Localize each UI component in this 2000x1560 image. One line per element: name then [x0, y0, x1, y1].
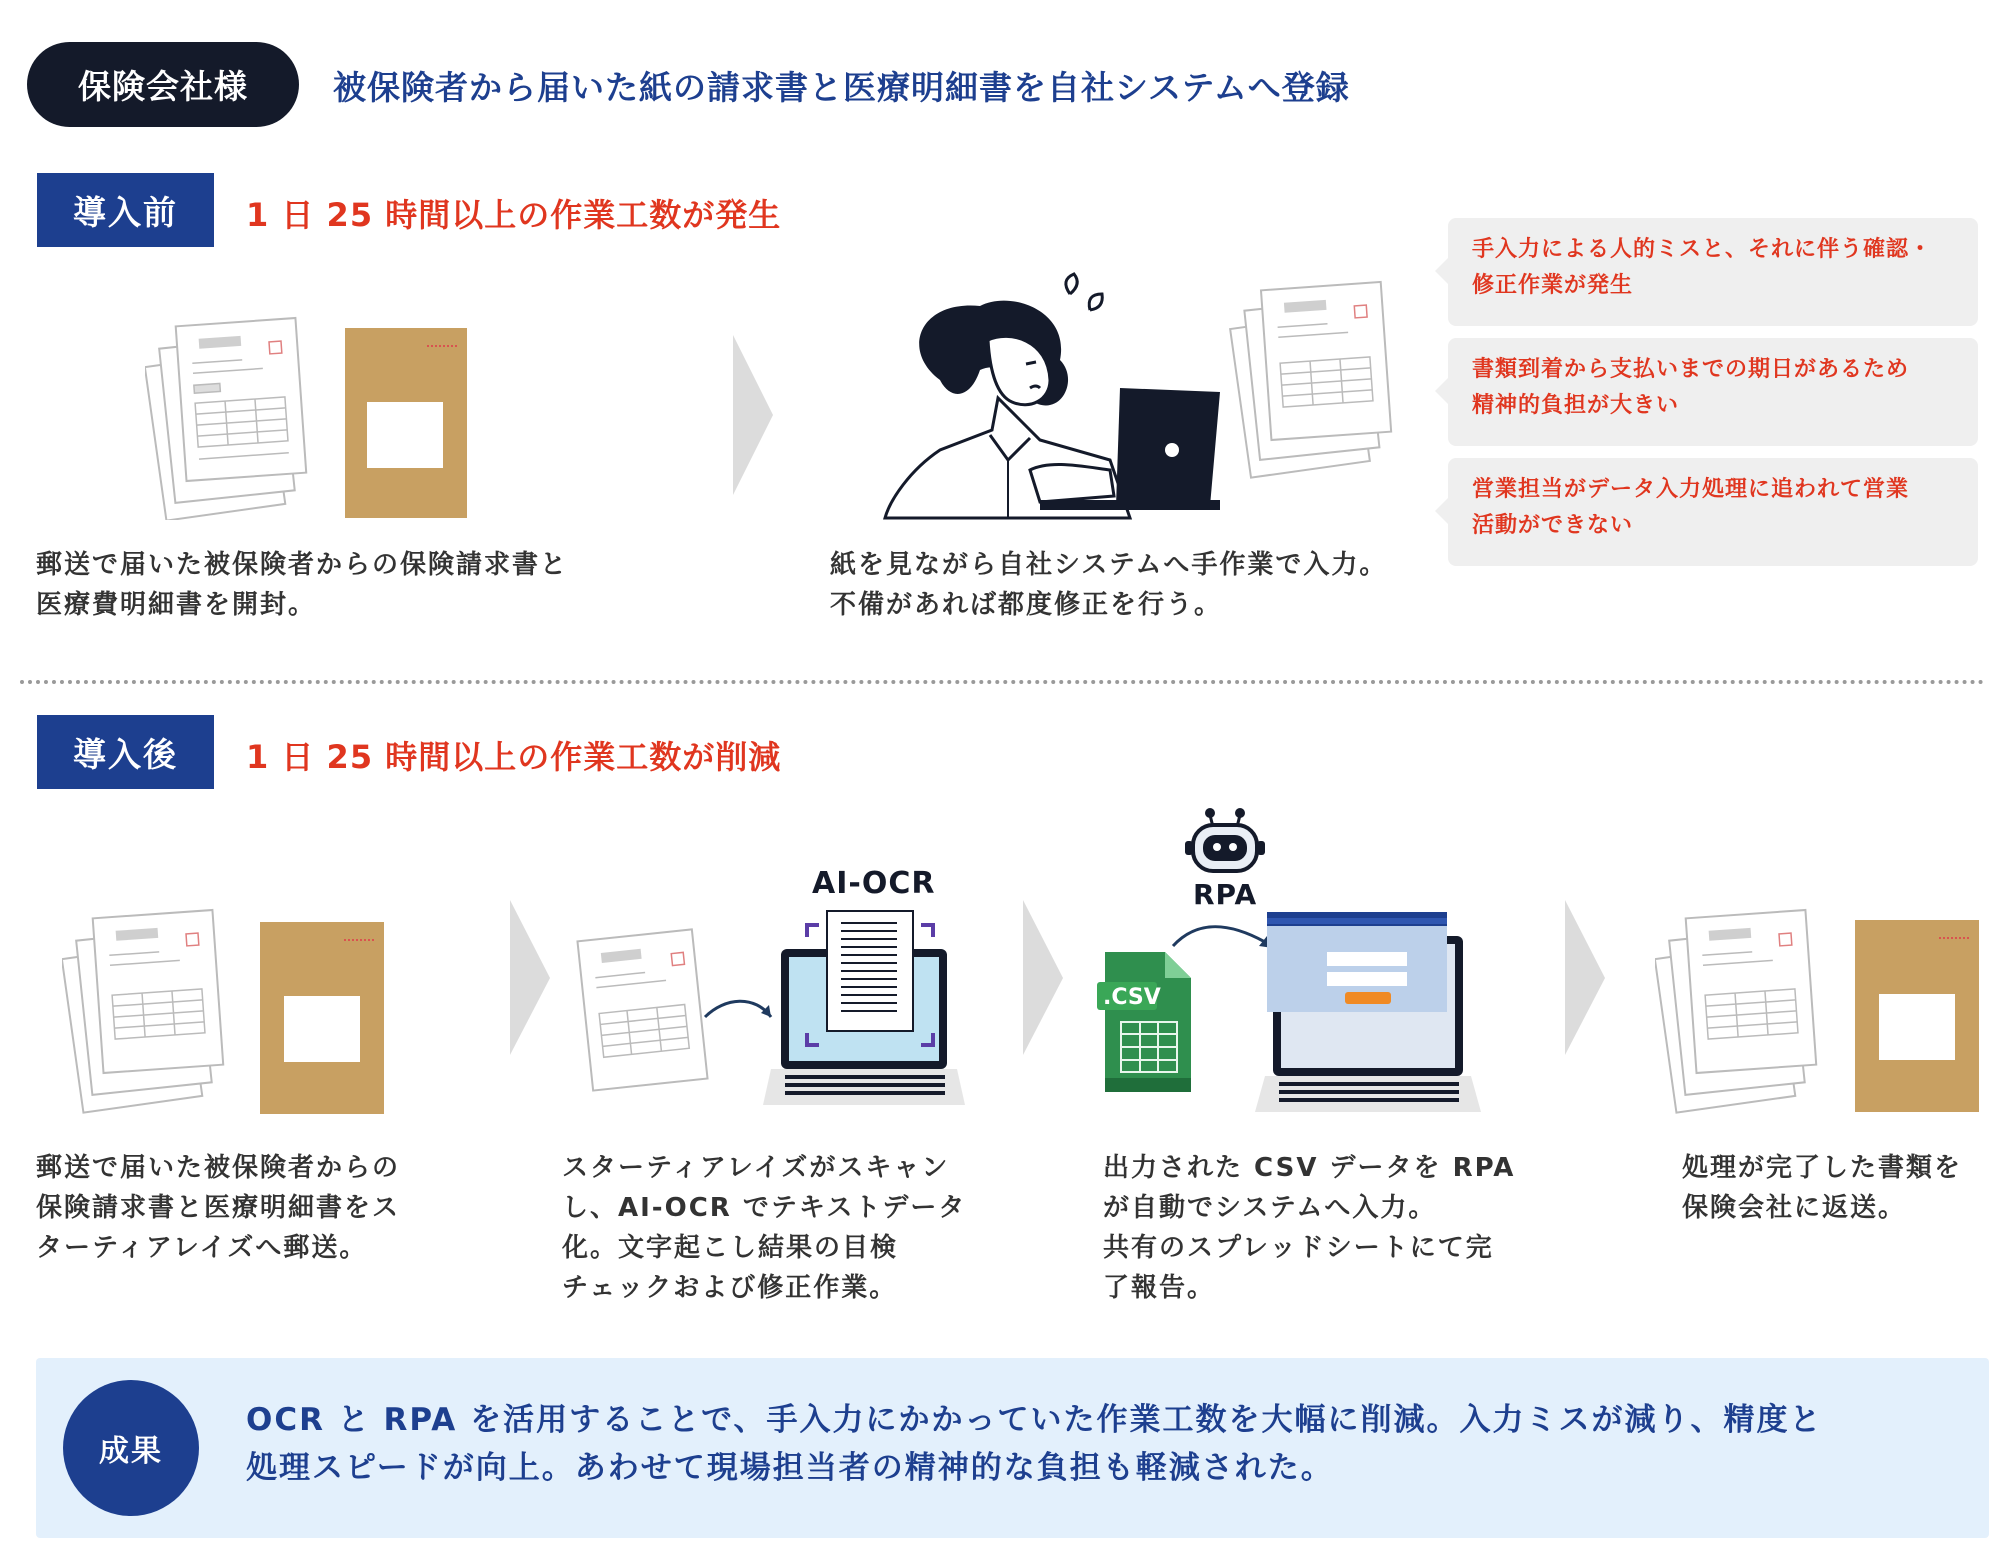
after-step1-caption — [36, 1148, 400, 1268]
before-title: 1 日 25 時間以上の作業工数が発生 — [246, 196, 782, 234]
after-title: 1 日 25 時間以上の作業工数が削減 — [246, 738, 782, 776]
envelope-icon — [260, 922, 384, 1114]
caption-line: 紙を見ながら自社システムへ手作業で入力。 — [830, 550, 1388, 580]
caption-line: 郵送で届いた被保険者からの保険請求書と — [36, 550, 569, 580]
envelope-icon — [1855, 920, 1979, 1112]
result-text — [246, 1396, 1822, 1492]
page-headline: 被保険者から届いた紙の請求書と医療明細書を自社システムへ登録 — [333, 68, 1350, 107]
after-tag: 導入後 — [37, 715, 214, 789]
chevron-right-icon — [733, 335, 773, 495]
csv-to-system-illustration — [1095, 912, 1485, 1122]
section-divider — [20, 680, 1985, 684]
robot-icon — [1175, 805, 1275, 875]
caption-line: 共有のスプレッドシートにて完 — [1103, 1233, 1494, 1263]
issue-bubble-2: 書類到着から支払いまでの期日があるため 精神的負担が大きい — [1448, 338, 1978, 446]
client-badge: 保険会社様 — [27, 42, 299, 127]
caption-line: 不備があれば都度修正を行う。 — [830, 590, 1223, 620]
caption-line: スターティアレイズがスキャン — [562, 1153, 950, 1183]
chevron-right-icon — [1023, 900, 1063, 1055]
arrow-icon — [705, 1001, 771, 1017]
arrow-icon — [1173, 927, 1265, 946]
before-step1-caption — [36, 545, 568, 625]
caption-line: 出力された CSV データを RPA — [1103, 1153, 1516, 1183]
issue-bubble-3: 営業担当がデータ入力処理に追われて営業 活動ができない — [1448, 458, 1978, 566]
chevron-right-icon — [510, 900, 550, 1055]
before-step2-caption — [830, 545, 1387, 625]
result-line: 処理スピードが向上。あわせて現場担当者の精神的な負担も軽減された。 — [246, 1450, 1334, 1486]
caption-line: 化。文字起こし結果の目検 — [562, 1233, 899, 1263]
caption-line: 保険請求書と医療明細書をス — [36, 1193, 401, 1223]
caption-line: し、AI-OCR でテキストデータ — [562, 1193, 967, 1223]
result-badge: 成果 — [63, 1380, 199, 1516]
result-line: OCR と RPA を活用することで、手入力にかかっていた作業工数を大幅に削減。入力ミスが減り、精度と — [246, 1402, 1823, 1438]
rpa-label: RPA — [1193, 878, 1258, 911]
ai-ocr-label: AI-OCR — [812, 866, 936, 901]
after-step4-caption — [1682, 1148, 1962, 1228]
envelope-icon — [345, 328, 467, 518]
caption-line: 了報告。 — [1103, 1273, 1216, 1303]
documents-envelope-illustration — [62, 892, 402, 1117]
caption-line: が自動でシステムへ入力。 — [1103, 1193, 1437, 1223]
documents-envelope-illustration — [1655, 892, 1995, 1117]
caption-line: 郵送で届いた被保険者からの — [36, 1153, 401, 1183]
issue-bubble-1: 手入力による人的ミスと、それに伴う確認・ 修正作業が発生 — [1448, 218, 1978, 326]
after-step2-caption — [562, 1148, 966, 1308]
before-tag: 導入前 — [37, 173, 214, 247]
csv-label: .CSV — [1103, 985, 1161, 1010]
caption-line: ターティアレイズへ郵送。 — [36, 1233, 368, 1263]
caption-line: チェックおよび修正作業。 — [562, 1273, 898, 1303]
caption-line: 保険会社に返送。 — [1682, 1193, 1907, 1223]
caption-line: 処理が完了した書類を — [1682, 1153, 1963, 1183]
worker-at-laptop-illustration — [880, 270, 1400, 520]
ai-ocr-scan-illustration — [575, 905, 975, 1120]
documents-envelope-illustration — [145, 300, 485, 520]
after-step3-caption — [1103, 1148, 1515, 1308]
caption-line: 医療費明細書を開封。 — [36, 590, 317, 620]
chevron-right-icon — [1565, 900, 1605, 1055]
